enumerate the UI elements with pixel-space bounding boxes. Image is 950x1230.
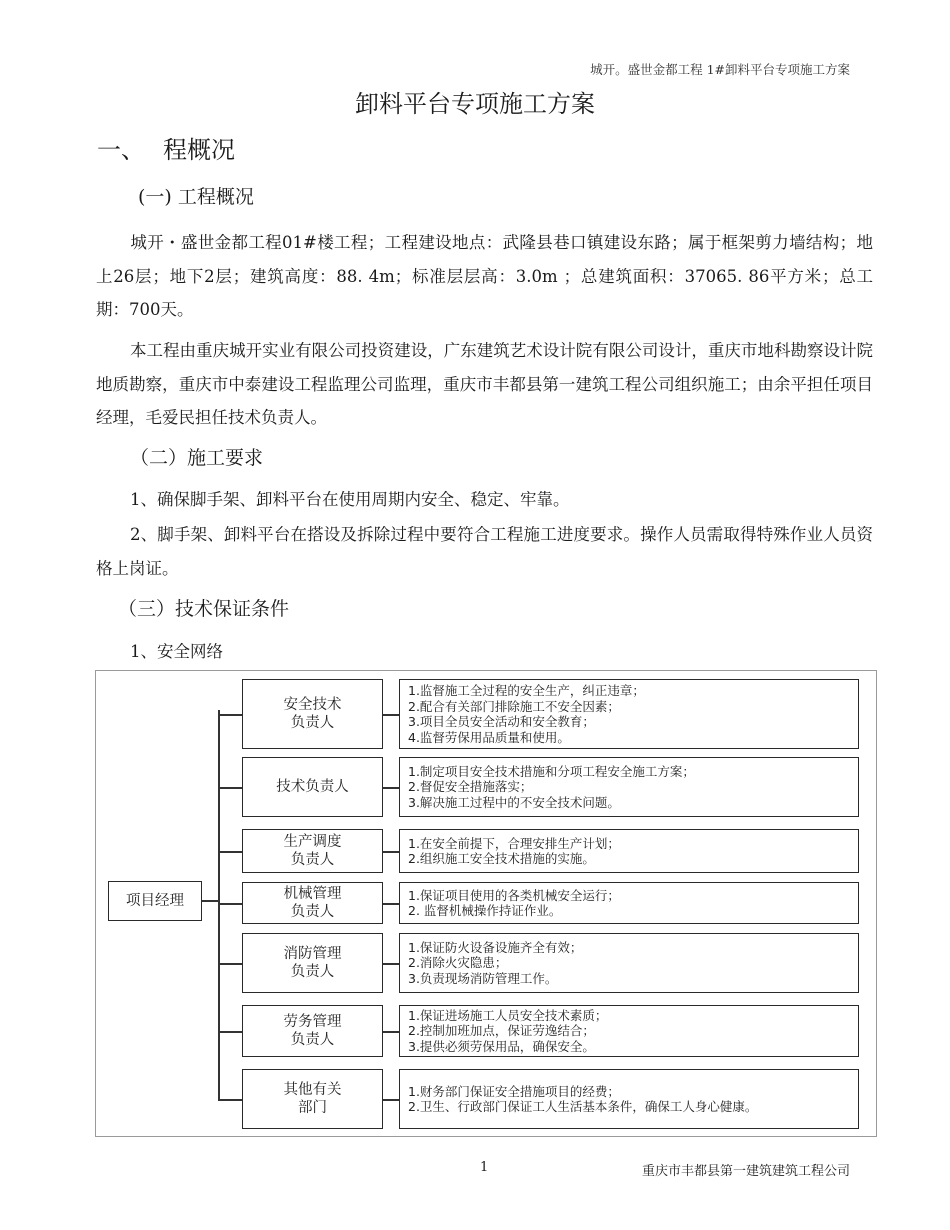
role-name-line: 负责人 <box>290 1032 335 1048</box>
duty-box <box>399 933 859 993</box>
page-number: 1 <box>480 1160 489 1175</box>
role-box <box>242 679 383 749</box>
duty-line: 2.卫生、行政部门保证工人生活基本条件，确保工人身心健康。 <box>408 1099 758 1114</box>
role-box <box>242 882 383 924</box>
duty-line: 2.配合有关部门排除施工不安全因素； <box>408 698 620 714</box>
connector-duty <box>383 851 399 853</box>
connector-duty <box>383 1031 399 1033</box>
connector-branch <box>218 1031 242 1033</box>
running-header: 城开。盛世金都工程 1#卸料平台专项施工方案 <box>590 62 850 77</box>
duty-line: 2.消除火灾隐患； <box>408 955 508 971</box>
subsection-heading-1: (一) 工程概况 <box>138 186 254 208</box>
role-name-line: 负责人 <box>290 715 335 731</box>
requirement-item-2-text: 2、脚手架、卸料平台在搭设及拆除过程中要符合工程施工进度要求。操作人员需取得特殊作业人员资格上岗证。 <box>96 525 873 578</box>
connector-duty <box>383 903 399 905</box>
requirement-item-1-text: 1、确保脚手架、卸料平台在使用周期内安全、稳定、牢靠。 <box>130 490 570 509</box>
duty-box <box>399 829 859 873</box>
role-box <box>242 1005 383 1057</box>
connector-branch <box>218 851 242 853</box>
connector-duty <box>383 787 399 789</box>
duty-box <box>399 1005 859 1057</box>
role-name-line: 机械管理 <box>283 886 342 902</box>
duty-line: 1.财务部门保证安全措施项目的经费； <box>408 1083 620 1099</box>
root-box-project-manager <box>108 881 202 921</box>
requirement-item-2 <box>96 518 873 585</box>
duty-line: 2.控制加班加点，保证劳逸结合； <box>408 1023 595 1039</box>
role-name-line: 负责人 <box>290 904 335 920</box>
duty-line: 1.在安全前提下，合理安排生产计划； <box>408 835 620 851</box>
connector-duty <box>383 714 399 716</box>
connector-branch <box>218 787 242 789</box>
role-name-line: 其他有关 <box>283 1082 342 1098</box>
paragraph-parties-text: 本工程由重庆城开实业有限公司投资建设，广东建筑艺术设计院有限公司设计，重庆市地科勘察设计院地质勘察，重庆市中泰建设工程监理公司监理，重庆市丰都县第一建筑工程公司组织施工；由余平担任项目经理，毛爱民担任技术负责人。 <box>96 341 873 427</box>
duty-line: 3.提供必须劳保用品，确保安全。 <box>408 1038 595 1054</box>
section-title: 程概况 <box>163 136 235 164</box>
section-heading-1 <box>97 130 235 165</box>
safety-network-diagram <box>95 670 877 1137</box>
role-box <box>242 757 383 817</box>
role-box <box>242 933 383 993</box>
role-name-line: 安全技术 <box>283 697 342 713</box>
duty-line: 3.解决施工过程中的不安全技术问题。 <box>408 794 620 810</box>
duty-line: 1.保证项目使用的各类机械安全运行； <box>408 887 620 903</box>
paragraph-parties <box>96 334 873 435</box>
role-name-line: 负责人 <box>290 964 335 980</box>
subsection-heading-2: （二）施工要求 <box>130 447 264 469</box>
connector-branch <box>218 903 242 905</box>
connector-duty <box>383 963 399 965</box>
role-box <box>242 829 383 873</box>
duty-line: 4.监督劳保用品质量和使用。 <box>408 729 570 745</box>
duty-line: 3.项目全员安全活动和安全教育； <box>408 714 595 729</box>
duty-box <box>399 1069 859 1129</box>
duty-box <box>399 679 859 749</box>
duty-line: 1.制定项目安全技术措施和分项工程安全施工方案； <box>408 763 695 779</box>
connector-root <box>202 900 218 902</box>
connector-branch <box>218 1099 242 1101</box>
role-name-line: 劳务管理 <box>283 1014 342 1030</box>
duty-line: 2.组织施工安全技术措施的实施。 <box>408 851 595 866</box>
connector-branch <box>218 714 242 716</box>
root-label: 项目经理 <box>126 893 184 909</box>
duty-box <box>399 882 859 924</box>
duty-line: 3.负责现场消防管理工作。 <box>408 970 558 986</box>
section-number: 一、 <box>97 136 145 164</box>
safety-network-label: 1、安全网络 <box>130 642 223 661</box>
role-name-line: 部门 <box>298 1100 327 1116</box>
paragraph-overview <box>96 226 873 327</box>
requirement-item-1 <box>96 483 873 517</box>
duty-line: 1.监督施工全过程的安全生产，纠正违章； <box>408 683 645 698</box>
duty-line: 2. 监督机械操作持证作业。 <box>408 903 562 918</box>
role-name-line: 负责人 <box>290 852 335 868</box>
connector-trunk <box>218 710 220 1101</box>
connector-branch <box>218 963 242 965</box>
document-title: 卸料平台专项施工方案 <box>355 90 595 118</box>
connector-duty <box>383 1099 399 1101</box>
paragraph-overview-text: 城开・盛世金都工程01#楼工程；工程建设地点：武隆县巷口镇建设东路；属于框架剪力墙结构；地上26层；地下2层；建筑高度：88. 4m；标准层层高：3.0m ；总建筑面积：37065. 86平方米；总工期：700天。 <box>96 233 873 319</box>
role-name-line: 技术负责人 <box>276 779 349 795</box>
role-name-line: 生产调度 <box>283 834 342 850</box>
duty-box <box>399 757 859 817</box>
role-name-line: 消防管理 <box>283 946 342 962</box>
duty-line: 2.督促安全措施落实； <box>408 779 533 795</box>
subsection-heading-3: （三）技术保证条件 <box>118 598 290 620</box>
role-box <box>242 1069 383 1129</box>
duty-line: 1.保证防火设备设施齐全有效； <box>408 939 583 955</box>
duty-line: 1.保证进场施工人员安全技术素质； <box>408 1007 608 1023</box>
footer-company: 重庆市丰都县第一建筑建筑工程公司 <box>641 1164 850 1179</box>
